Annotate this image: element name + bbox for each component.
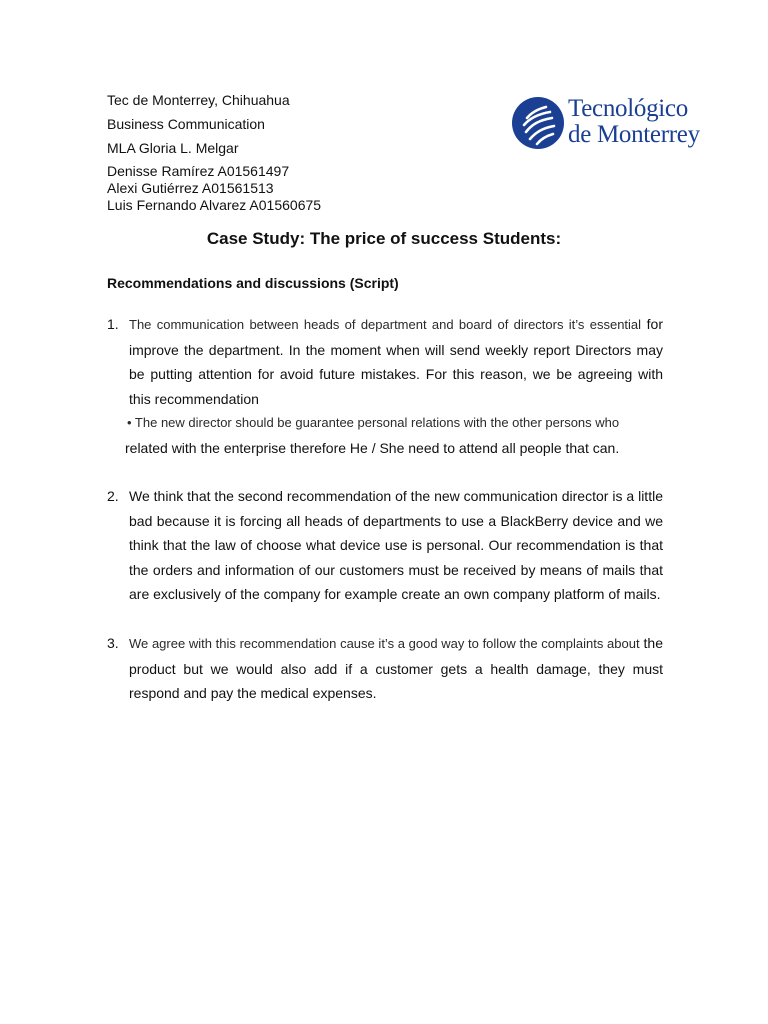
item-number: 3. [107, 635, 119, 651]
item-bullet-continuation: related with the enterprise therefore He / She need to attend all people that can. [125, 439, 620, 456]
institution-line: Tec de Monterrey, Chihuahua [107, 92, 290, 108]
item-number: 2. [107, 488, 119, 504]
students-block [107, 163, 321, 214]
item-first-line: We agree with this recommendation cause it’s a good way to follow the complaints about [129, 636, 640, 651]
student-line: Luis Fernando Alvarez A01560675 [107, 197, 322, 213]
student-line: Denisse Ramírez A01561497 [107, 163, 290, 179]
item-first-line: The communication between heads of department and board of directors it’s essential [129, 317, 642, 332]
header-block [107, 90, 290, 158]
item-body: We think that the second recommendation of the new communication director is a little bad because it is forcing all heads of departments to use a BlackBerry device and we think that the law of choose what device use is personal. Our recommendation is that the orders and information of our customers must be received by means of mails that are exclusively of the company for example create an own company platform of mails. [129, 488, 663, 602]
logo-line-2: de Monterrey [568, 121, 700, 148]
item-bullet: • The new director should be guarantee personal relations with the other persons who [127, 415, 620, 430]
list-item-2 [107, 484, 663, 607]
logo-wordmark [568, 96, 700, 148]
item-text: for improve the department. In the moment when will send weekly report Directors may be putting attention for avoid future mistakes. For this reason, we be agreeing with this recommendation [129, 316, 663, 407]
item-number: 1. [107, 316, 119, 332]
course-line: Business Communication [107, 116, 265, 132]
document-title: Case Study: The price of success Students: [206, 229, 562, 248]
section-heading: Recommendations and discussions (Script) [107, 275, 399, 291]
logo-line-1: Tecnológico [568, 95, 688, 122]
student-line: Alexi Gutiérrez A01561513 [107, 180, 274, 196]
item-body [125, 312, 663, 460]
teacher-line: MLA Gloria L. Melgar [107, 140, 239, 156]
list-item-1 [107, 312, 663, 460]
item-body [129, 631, 663, 706]
item-text: the product but we would also add if a customer gets a health damage, they must respond and pay the medical expenses. [129, 635, 664, 701]
list-item-3 [107, 631, 663, 706]
